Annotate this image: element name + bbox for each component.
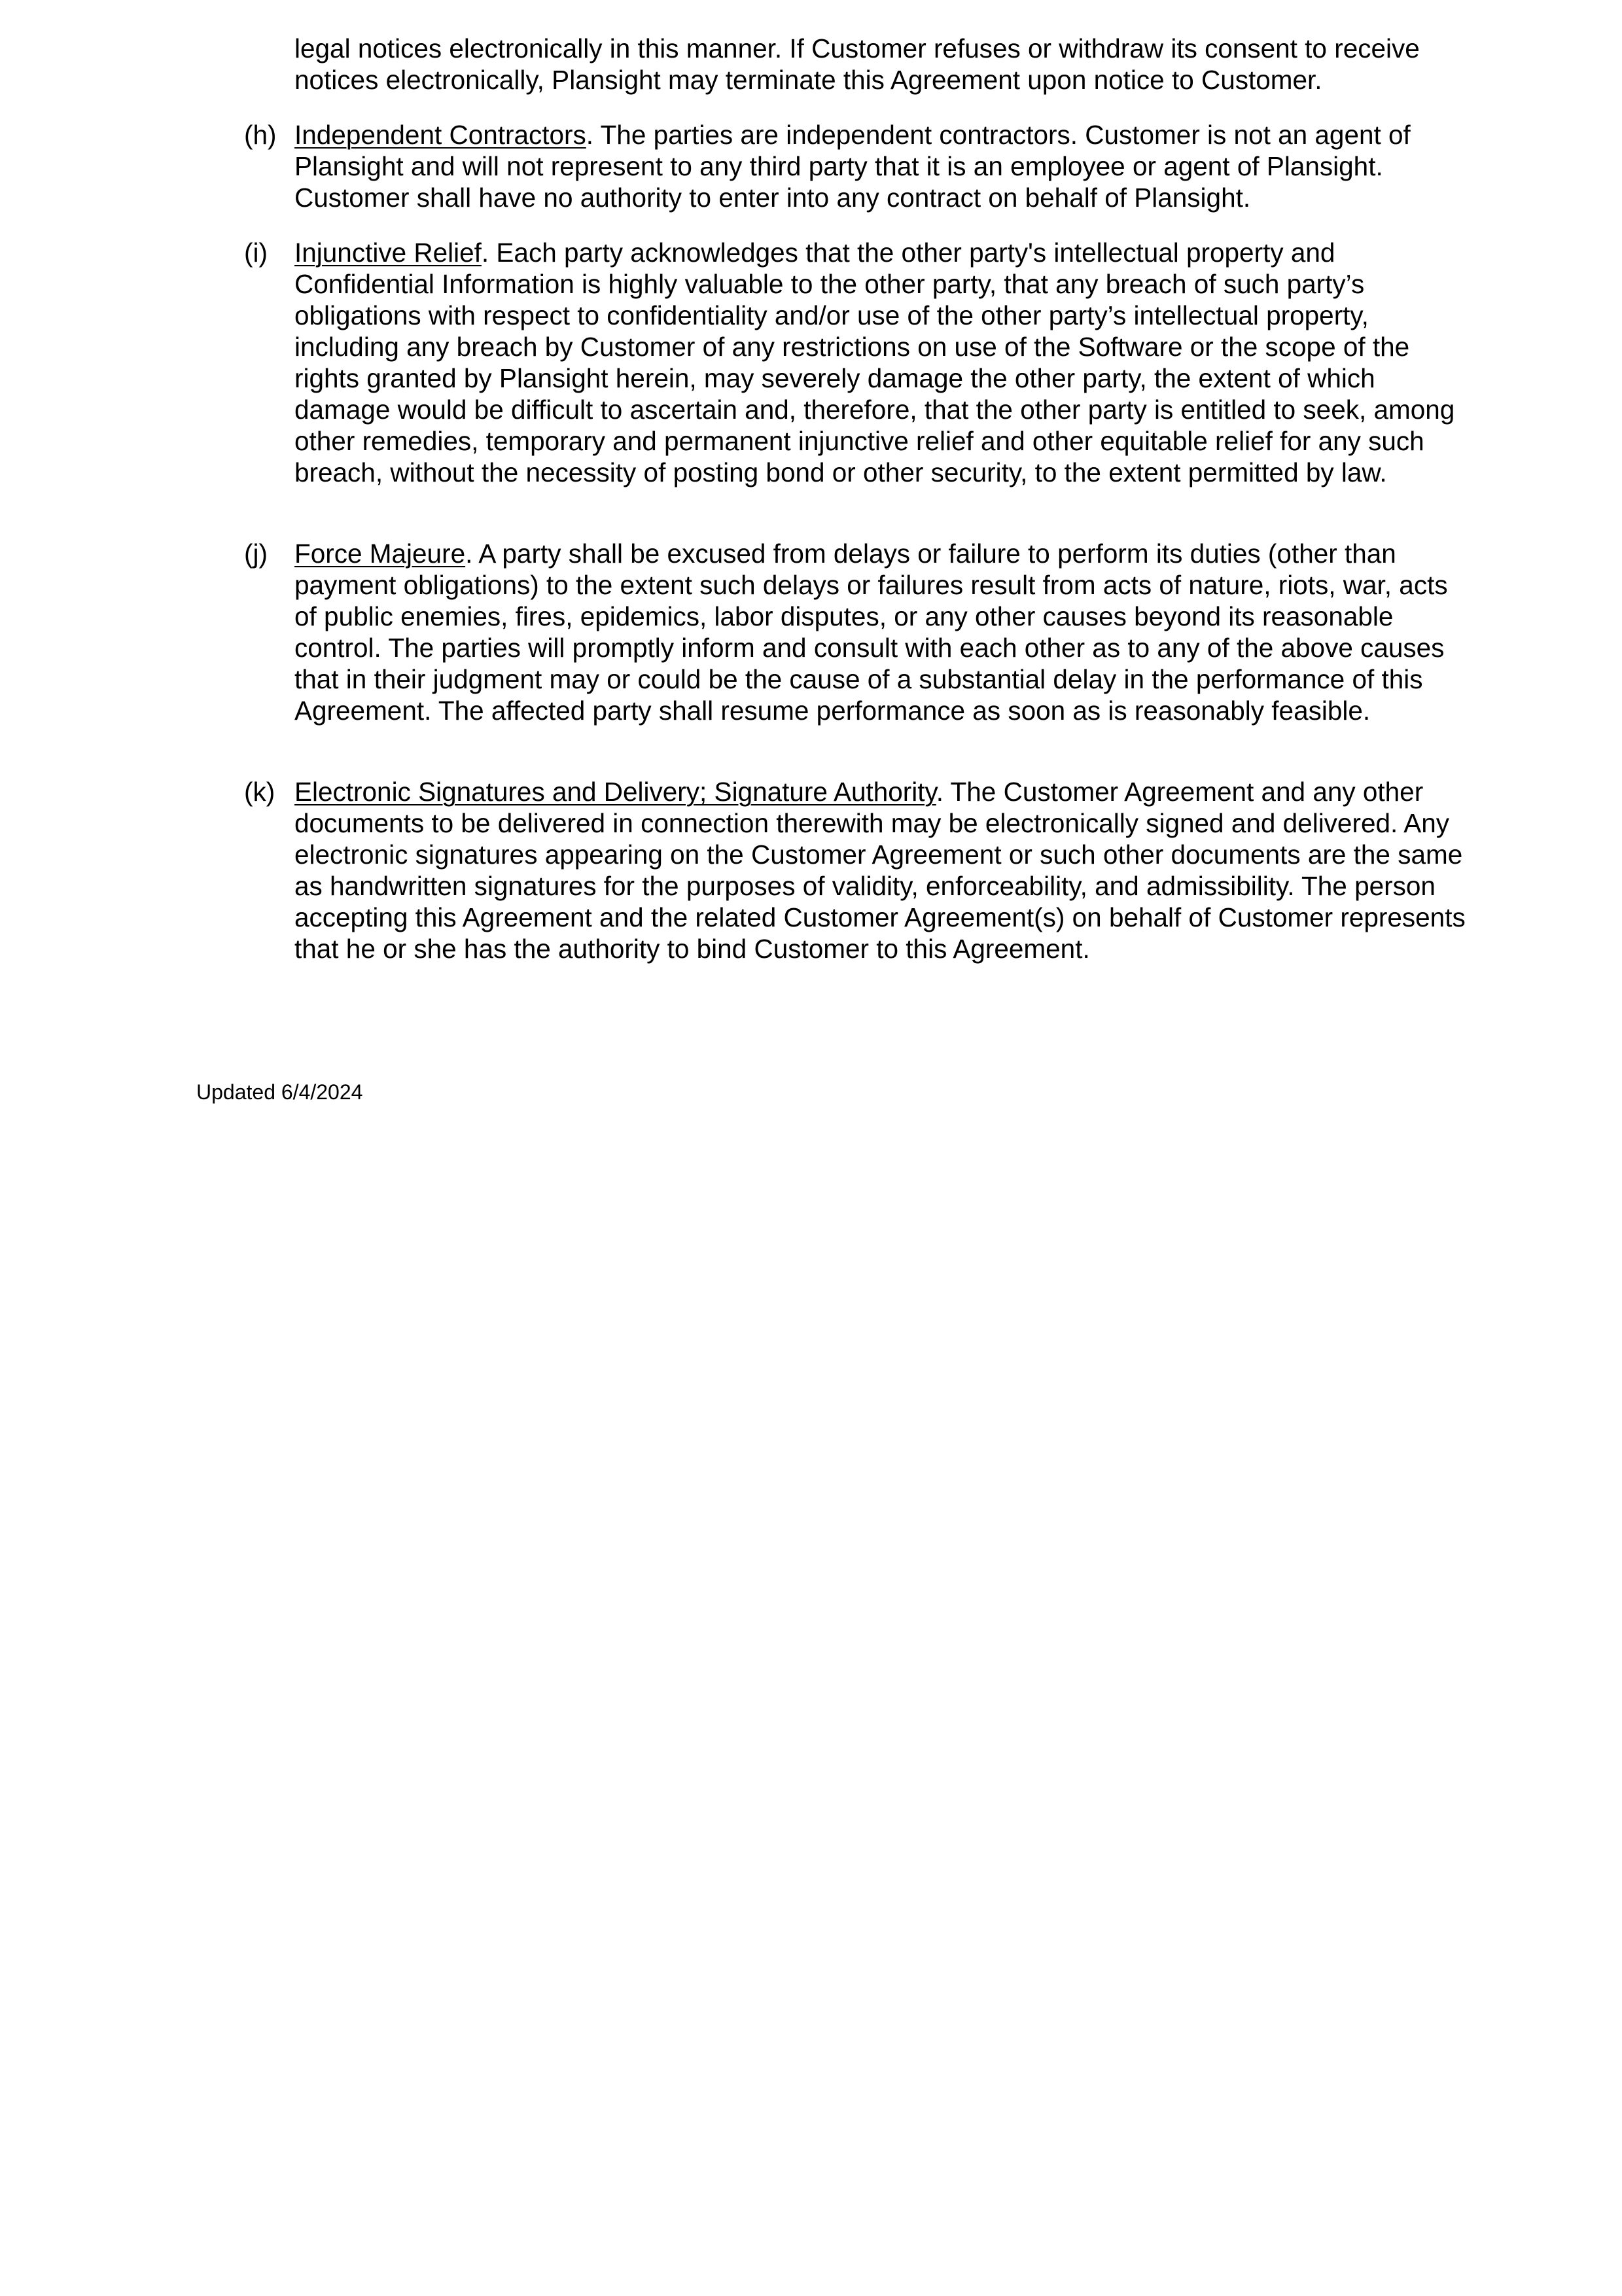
clause-body xyxy=(294,119,1466,213)
clause-title: Injunctive Relief xyxy=(294,238,482,268)
clause-text: . A party shall be excused from delays or failure to perform its duties (other than payment obligations) to the extent such delays or failures result from acts of nature, riots, war, acts of public enemies, fires, epidemics, labor disputes, or any other causes beyond its reasonable control. The parties will promptly inform and consult with each other as to any of the above causes that in their judgment may or could be the cause of a substantial delay in the performance of this Agreement. The affected party shall resume performance as soon as is reasonably feasible. xyxy=(294,539,1448,726)
continuation-paragraph: legal notices electronically in this manner. If Customer refuses or withdraw its consent to receive notices electronically, Plansight may terminate this Agreement upon notice to Customer. xyxy=(294,33,1420,95)
clause-h xyxy=(244,119,1468,213)
clause-body xyxy=(294,776,1466,964)
clause-title: Electronic Signatures and Delivery; Signature Authority xyxy=(294,777,936,807)
clause-body xyxy=(294,237,1466,488)
clause-title: Force Majeure xyxy=(294,539,466,569)
clause-text: . The Customer Agreement and any other documents to be delivered in connection therewith may be electronically signed and delivered. Any electronic signatures appearing on the Customer Agreement or such other documents are the same as handwritten signatures for the purposes of validity, enforceability, and admissibility. The person accepting this Agreement and the related Customer Agreement(s) on behalf of Customer represents that he or she has the authority to bind Customer to this Agreement. xyxy=(294,777,1466,964)
clause-number: (i) xyxy=(244,238,268,268)
clause-number: (h) xyxy=(244,120,277,150)
clause-body xyxy=(294,538,1466,726)
updated-date-footer: Updated 6/4/2024 xyxy=(196,1080,363,1104)
clause-title: Independent Contractors xyxy=(294,120,586,150)
clause-number: (k) xyxy=(244,777,275,807)
clause-j xyxy=(244,538,1468,726)
clause-k xyxy=(244,776,1468,964)
clause-i xyxy=(244,237,1468,488)
clause-text: . Each party acknowledges that the other party's intellectual property and Confidential Information is highly valuable to the other party, that any breach of such party’s obligations with respect to confidentiality and/or use of the other party’s intellectual property, including any breach by Customer of any restrictions on use of the Software or the scope of the rights granted by Plansight herein, may severely damage the other party, the extent of which damage would be difficult to ascertain and, therefore, that the other party is entitled to seek, among other remedies, temporary and permanent injunctive relief and other equitable relief for any such breach, without the necessity of posting bond or other security, to the extent permitted by law. xyxy=(294,238,1455,487)
clause-number: (j) xyxy=(244,539,268,569)
clause-text: . The parties are independent contractors. Customer is not an agent of Plansight and will not represent to any third party that it is an employee or agent of Plansight. Customer shall have no authority to enter into any contract on behalf of Plansight. xyxy=(294,120,1411,213)
